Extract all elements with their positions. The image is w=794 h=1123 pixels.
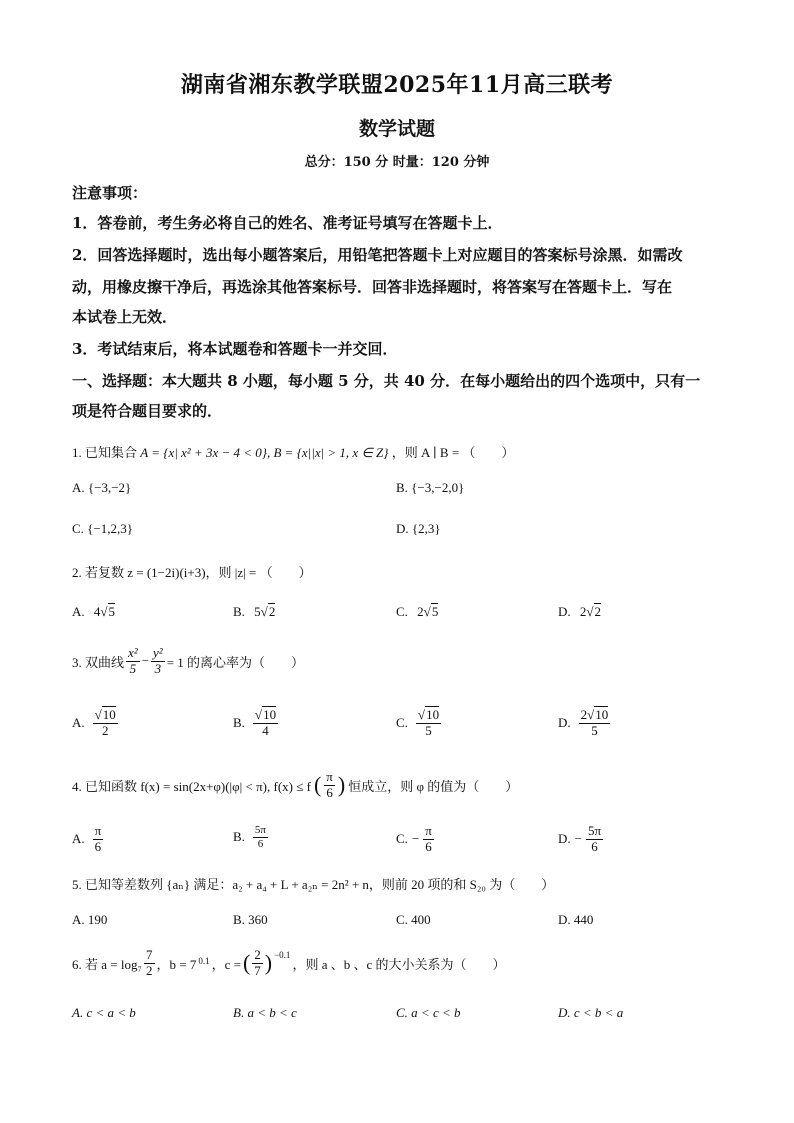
q3-x2: x²: [128, 645, 138, 660]
notice-heading: 注意事项：: [72, 184, 148, 202]
q4-d-frac: [586, 824, 603, 855]
q2-option-a: A. 4√5: [72, 604, 116, 619]
q2-option-d: D. 2√2: [558, 604, 602, 619]
q6-part-4: ，则 a 、b 、c 的大小关系为（ ）: [292, 956, 506, 972]
q5-option-b: B. 360: [233, 912, 268, 927]
q3-b-frac: $\frac{√10}{4}$: [254, 707, 277, 738]
q4-a-frac: [93, 824, 104, 855]
q2-d-label: D.: [558, 604, 571, 619]
q4-c-sign: −: [411, 831, 420, 847]
q5-option-c: C. 400: [396, 912, 431, 927]
q4-b-label: B.: [233, 829, 245, 845]
q6-fraction-2: [252, 948, 263, 979]
q1-option-a: A. {−3,−2}: [72, 480, 132, 495]
exam-subtitle: 数学试题: [358, 118, 435, 140]
notice-item-1: 1．答卷前，考生务必将自己的姓名、准考证号填写在答题卡上．: [72, 214, 503, 232]
q1-prefix: 1. 已知集合: [72, 445, 138, 460]
q3-d-coef: 2: [580, 707, 588, 722]
q4-option-b: [233, 824, 268, 850]
q6-part-2: ，b = 7: [156, 956, 197, 972]
q4-a-den: 6: [94, 838, 102, 854]
q2-option-b: B. 5√2: [233, 604, 276, 619]
q4-a-label: A.: [72, 831, 85, 847]
q6-part-1: 6. 若 a = log₇: [72, 956, 142, 972]
q3-a-den: 2: [101, 722, 109, 738]
question-6-stem: 6. 若 a = log₇ $\frac{7}{2}$ ，b = 7 0.1 ，c = ( $\frac{2}{7}$ ) $^{-0.1}$ ，则 a 、b 、c 的大小关系为（ ）: [72, 947, 506, 978]
q2-d-coef: 2: [579, 604, 587, 619]
q4-d-den: 6: [591, 838, 598, 854]
q4-option-a: [72, 824, 103, 855]
q4-option-d: [558, 824, 603, 855]
q4-stem-text: 4. 已知函数 f(x) = sin(2x+φ)(|φ| < π), f(x) ≤ f: [72, 778, 311, 794]
q4-option-c: [396, 824, 434, 855]
q3-c-den: 5: [425, 722, 432, 738]
question-1-stem: [72, 442, 514, 461]
q2-c-coef: 2: [417, 604, 424, 619]
q6-option-b: B. a < b < c: [233, 1005, 297, 1020]
q6-option-c: C. a < c < b: [396, 1005, 461, 1020]
q3-c-num: 10: [426, 707, 440, 722]
q3-d-den: 5: [591, 722, 598, 738]
q3-d-frac: $\frac{2√10}{5}$: [580, 707, 609, 738]
notice-item-2-line-1: 2．回答选择题时，选出每小题答案后，用铅笔把答题卡上对应题目的答案标号涂黑．如需改: [72, 246, 683, 264]
q3-b-den: 4: [262, 722, 269, 738]
q3-a-num: 10: [102, 707, 116, 722]
q1-option-d: D. {2,3}: [396, 521, 441, 536]
q2-b-label: B.: [233, 604, 245, 619]
section-heading-line-1: 一、选择题：本大题共 8 小题，每小题 5 分，共 40 分．在每小题给出的四个选项中，只有一: [72, 372, 701, 390]
q4-suffix: 恒成立，则 φ 的值为（ ）: [348, 778, 519, 794]
q4-c-frac: [423, 824, 434, 855]
exam-meta: 总分：150 分 时量：120 分钟: [304, 155, 490, 170]
q4-c-label: C.: [396, 831, 408, 847]
q3-x-fraction: [126, 646, 140, 677]
q4-c-num: π: [425, 823, 432, 838]
notice-item-2-line-2: 动，用橡皮擦干净后，再选涂其他答案标号．回答非选择题时，将答案写在答题卡上．写在: [72, 278, 673, 296]
question-4-stem: 4. 已知函数 f(x) = sin(2x+φ)(|φ| < π), f(x) ≤ f ( $\frac{\pi}{6}$ ) 恒成立，则 φ 的值为（ ）: [72, 769, 519, 800]
q6-f1-num: 7: [146, 947, 153, 962]
section-heading-line-2: 项是符合题目要求的．: [72, 402, 223, 420]
q5-option-d: D. 440: [558, 912, 594, 927]
q3-c-label: C.: [396, 715, 408, 731]
q2-option-c: C. 2√5: [396, 604, 439, 619]
q4-c-den: 6: [425, 838, 432, 854]
q3-den1: 5: [129, 660, 137, 676]
q2-c-label: C.: [396, 604, 408, 619]
q2-b-radicand: 2: [268, 604, 276, 619]
q3-option-a: [72, 708, 118, 739]
q3-b-num: 10: [263, 707, 277, 722]
q3-c-frac: $\frac{√10}{5}$: [417, 707, 440, 738]
q6-option-a: A. c < a < b: [72, 1005, 136, 1020]
q3-a-label: A.: [72, 715, 85, 731]
q2-a-coef: 4: [93, 604, 101, 619]
q3-option-b: [233, 708, 278, 739]
q3-d-label: D.: [558, 715, 571, 731]
q6-exp-2: −0.1: [274, 950, 291, 960]
q6-part-3: ，c =: [211, 956, 241, 972]
q4-d-label: D.: [558, 831, 571, 847]
q6-exp-1: 0.1: [198, 956, 210, 966]
exam-title: 湖南省湘东教学联盟2025年11月高三联考: [180, 72, 614, 98]
q2-c-radicand: 5: [431, 604, 439, 619]
question-5-stem: 5. 已知等差数列 {aₙ} 满足：a₂ + a₄ + L + a₂ₙ = 2n² + n，则前 20 项的和 S₂₀ 为（ ）: [72, 877, 555, 892]
q4-d-num: 5π: [587, 823, 602, 838]
q3-prefix: 3. 双曲线: [72, 654, 125, 670]
q3-option-d: [558, 708, 610, 739]
q5-option-a: A. 190: [72, 912, 108, 927]
q1-suffix: ，则 A ∣ B = （ ）: [391, 445, 515, 460]
q3-d-num: 10: [595, 707, 609, 722]
q3-den2: 3: [154, 660, 162, 676]
q3-suffix: = 1 的离心率为（ ）: [166, 654, 305, 670]
q3-b-label: B.: [233, 715, 245, 731]
q1-option-b: B. {−3,−2,0}: [396, 480, 465, 495]
q2-d-radicand: 2: [594, 604, 602, 619]
q1-expression: A = {x| x² + 3x − 4 < 0}, B = {x||x| > 1, x ∈ Z}: [140, 445, 389, 460]
q4-frac-num: π: [326, 769, 333, 784]
q6-option-d: D. c < b < a: [558, 1005, 624, 1020]
q2-a-radicand: 5: [108, 604, 116, 619]
q3-option-c: [396, 708, 441, 739]
q2-a-label: A.: [72, 604, 85, 619]
question-3-stem: 3. 双曲线 $\frac{\text{x²}}{5}$ − $\frac{\text{y²}}{3}$ = 1 的离心率为（ ）: [72, 645, 305, 676]
q4-b-den: 6: [257, 837, 264, 850]
q6-f1-den: 2: [146, 962, 153, 978]
q4-a-num: π: [94, 823, 102, 838]
q4-b-frac: [253, 824, 268, 850]
notice-item-3: 3．考试结束后，将本试题卷和答题卡一并交回．: [72, 340, 398, 358]
q6-fraction-1: [144, 948, 155, 979]
q2-b-coef: 5: [254, 604, 261, 619]
q4-b-num: 5π: [254, 824, 266, 836]
q3-y-fraction: [151, 646, 165, 677]
q4-frac-den: 6: [326, 784, 333, 800]
q6-f2-den: 7: [254, 962, 261, 978]
q3-a-frac: $\frac{√10}{2}$: [94, 707, 116, 738]
q1-option-c: C. {−1,2,3}: [72, 521, 133, 536]
q4-d-sign: −: [574, 831, 582, 847]
q6-f2-num: 2: [254, 947, 261, 962]
q4-pi-over-6: [324, 770, 335, 801]
notice-item-2-line-3: 本试卷上无效．: [72, 308, 178, 326]
question-2-stem: 2. 若复数 z = (1−2i)(i+3)，则 |z| = （ ）: [72, 565, 312, 580]
q3-y2: y²: [153, 645, 163, 660]
